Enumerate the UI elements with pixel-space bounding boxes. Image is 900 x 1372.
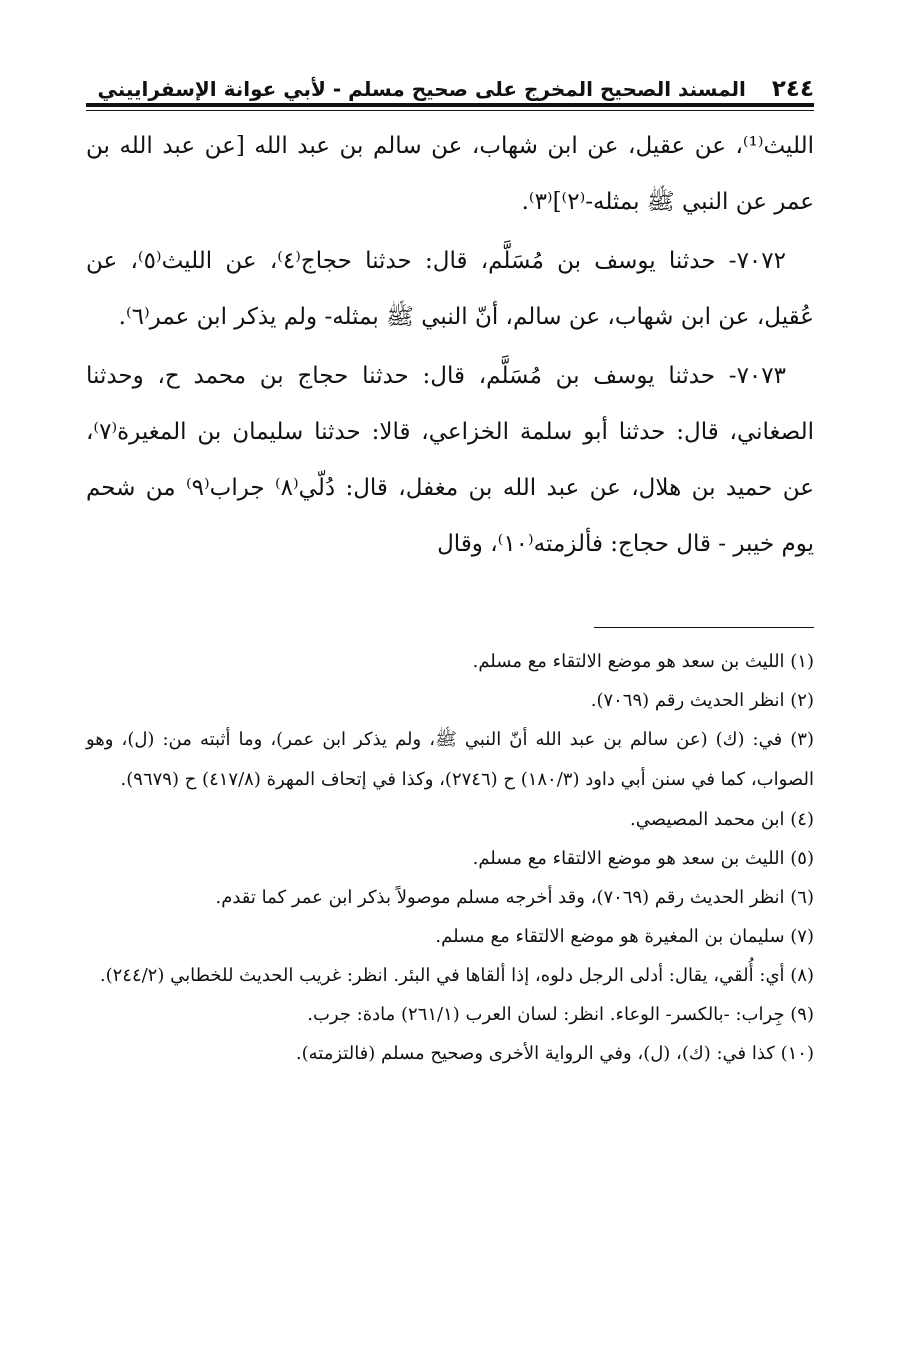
- footnote-9: (٩) جِراب: -بالكسر- الوعاء. انظر: لسان العرب (٢٦١/١) مادة: جرب.: [307, 1004, 814, 1025]
- book-title: المسند الصحيح المخرج على صحيح مسلم - لأبي عوانة الإسفراييني: [97, 77, 746, 101]
- footnote-8: (٨) أي: أُلقي، يقال: أدلى الرجل دلوه، إذا ألقاها في البئر. انظر: غريب الحديث للخطابي (٢٤٤/٢).: [99, 965, 814, 986]
- footnote-5: (٥) الليث بن سعد هو موضع الالتقاء مع مسلم.: [472, 848, 814, 869]
- header-rule-thin: [86, 110, 814, 111]
- footnote-7: (٧) سليمان بن المغيرة هو موضع الالتقاء مع مسلم.: [435, 926, 814, 947]
- footnote-4: (٤) ابن محمد المصيصي.: [630, 809, 814, 830]
- footnote-6: (٦) انظر الحديث رقم (٧٠٦٩)، وقد أخرجه مسلم موصولاً بذكر ابن عمر كما تقدم.: [215, 887, 814, 908]
- hadith-7072: ٧٠٧٢- حدثنا يوسف بن مُسَلَّم، قال: حدثنا حجاج⁽٤⁾، عن الليث⁽٥⁾، عن عُقيل، عن ابن شهاب، عن سالم، أنّ النبي ﷺ بمثله- ولم يذكر ابن عمر⁽٦⁾.: [86, 248, 814, 330]
- main-text: [86, 118, 814, 572]
- page-number: ٢٤٤: [771, 76, 814, 102]
- page-header: [86, 72, 814, 106]
- footnote-10: (١٠) كذا في: (ك)، (ل)، وفي الرواية الأخرى وصحيح مسلم (فالتزمته).: [295, 1043, 814, 1064]
- footnotes: [86, 642, 814, 1073]
- hadith-continuation: الليث⁽¹⁾، عن عقيل، عن ابن شهاب، عن سالم بن عبد الله [عن عبد الله بن عمر عن النبي ﷺ بمثله-⁽٢⁾]⁽٣⁾.: [86, 133, 814, 215]
- header-rule-thick: [86, 103, 814, 107]
- hadith-7073: ٧٠٧٣- حدثنا يوسف بن مُسَلَّم، قال: حدثنا حجاج بن محمد ح، وحدثنا الصغاني، قال: حدثنا أبو سلمة الخزاعي، قالا: حدثنا سليمان بن المغيرة⁽٧⁾، عن حميد بن هلال، عن عبد الله بن مغفل، قال: دُلّي⁽٨⁾ جراب⁽٩⁾ من شحم يوم خيبر - قال حجاج: فألزمته⁽١٠⁾، وقال: [86, 363, 815, 557]
- footnote-3: (٣) في: (ك) (عن سالم بن عبد الله أنّ النبي ﷺ، ولم يذكر ابن عمر)، وما أثبته من: (ل)، وهو الصواب، كما في سنن أبي داود (١٨٠/٣) ح (٢٧٤٦)، وكذا في إتحاف المهرة (٤١٧/٨) ح (٩٦٧٩).: [86, 729, 814, 790]
- footnote-2: (٢) انظر الحديث رقم (٧٠٦٩).: [590, 690, 814, 711]
- footnote-1: (١) الليث بن سعد هو موضع الالتقاء مع مسلم.: [472, 651, 814, 672]
- footnote-separator: [594, 627, 814, 628]
